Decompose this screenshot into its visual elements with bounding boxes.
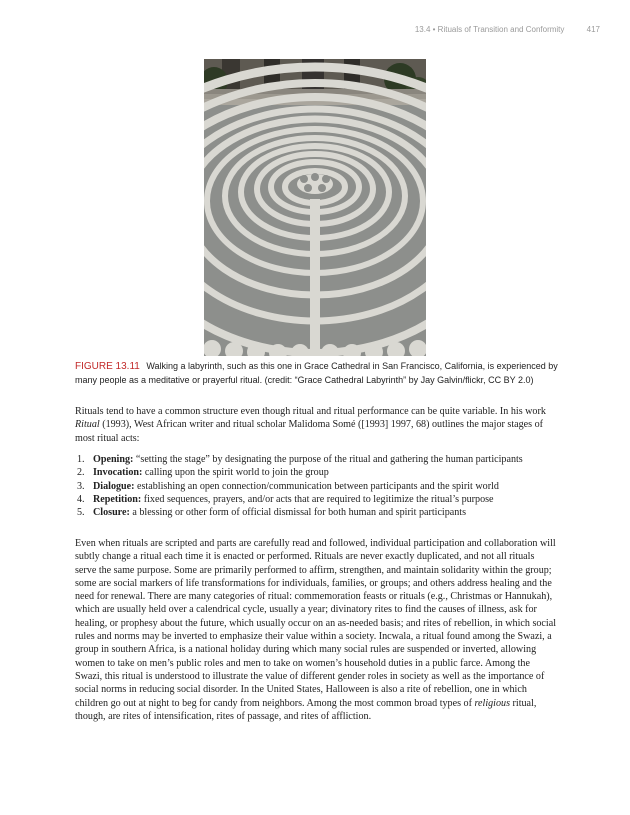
figure-label: FIGURE 13.11 xyxy=(75,361,140,372)
figure-caption-text: Walking a labyrinth, such as this one in Grace Cathedral in San Francisco, California, is experienced by many people as a meditative or prayerful ritual. (credit: “Grace Cathedral Labyrinth” by Jay Galvin/flickr, CC BY 2.0) xyxy=(75,361,558,385)
list-number: 1. xyxy=(77,454,85,465)
main-text-2: ritual, though, are rites of intensification, rites of passage, and rites of affliction. xyxy=(75,697,537,722)
stage-description: a blessing or other form of official dismissal for both human and spirit participants xyxy=(129,507,467,519)
list-number: 3. xyxy=(77,480,85,492)
intro-text-1: Rituals tend to have a common structure even though ritual and ritual performance can be quite variable. In his work xyxy=(75,406,546,417)
list-number: 5. xyxy=(77,507,85,519)
main-paragraph xyxy=(75,537,557,723)
stage-term: Dialogue: xyxy=(93,480,135,492)
list-item xyxy=(75,506,555,519)
list-number: 4. xyxy=(77,493,85,505)
stage-description: fixed sequences, prayers, and/or acts that are required to legitimize the ritual’s purpose xyxy=(141,493,494,505)
stage-term: Repetition: xyxy=(93,493,142,505)
main-text-1: Even when rituals are scripted and parts are carefully read and followed, individual participation and collaboration will subtly change a ritual each time it is enacted or performed. Rituals are never exactly duplicated, and not all rituals serve the same purpose. Some are primarily performed to affirm, strengthen, and maintain solidarity within the group; some are social markers of life transformations for individuals, families, or groups; and others address healing and the need for renewal. There are many categories of ritual: commemoration feasts or rituals (e.g., Christmas or Hannukah), which are usually held over a calendrical cycle, usually a year; divinatory rites to find the causes of illness, ask for healing, or prophesy about the future, which usually occur on an as-needed basis; and rites of rebellion, in which social rules and norms may be inverted to emphasize their value within a society. Incwala, a ritual found among the Swazi, a group in southern Africa, is a national holiday during which many social rules are suspended or inverted, allowing women to take on men’s public roles and men to take on women’s household duties in a public farce. Among the Swazi, this ritual is understood to illustrate the value of different gender roles in society as well as the importance of social norms in reducing social disorder. In the United States, Halloween is also a rite of rebellion, one in which children go out at night to beg for candy from neighbors. Among the most common broad types of xyxy=(75,538,556,709)
list-item xyxy=(75,466,555,479)
book-title-ritual: Ritual xyxy=(75,419,100,431)
list-number: 2. xyxy=(77,467,85,479)
stage-term: Opening: xyxy=(93,454,134,465)
list-item xyxy=(75,493,555,506)
emphasis-religious: religious xyxy=(474,697,510,709)
labyrinth-photo xyxy=(204,59,426,356)
intro-text-2: (1993), West African writer and ritual scholar Malidoma Somé ([1993] 1997, 68) outlines the major stages of most ritual acts: xyxy=(75,419,543,444)
stage-term: Invocation: xyxy=(93,467,143,479)
stage-description: “setting the stage” by designating the purpose of the ritual and gathering the human participants xyxy=(133,454,523,465)
running-head xyxy=(415,25,600,34)
list-item xyxy=(75,453,555,466)
ritual-stages-list xyxy=(75,453,555,519)
stage-description: establishing an open connection/communication between participants and the spirit world xyxy=(134,480,499,492)
stage-description: calling upon the spirit world to join the group xyxy=(142,467,329,479)
figure-caption xyxy=(75,360,560,387)
intro-paragraph xyxy=(75,405,555,445)
page-number: 417 xyxy=(586,25,600,34)
stage-term: Closure: xyxy=(93,507,130,519)
list-item xyxy=(75,480,555,493)
section-title: 13.4 • Rituals of Transition and Conformity xyxy=(414,25,565,34)
